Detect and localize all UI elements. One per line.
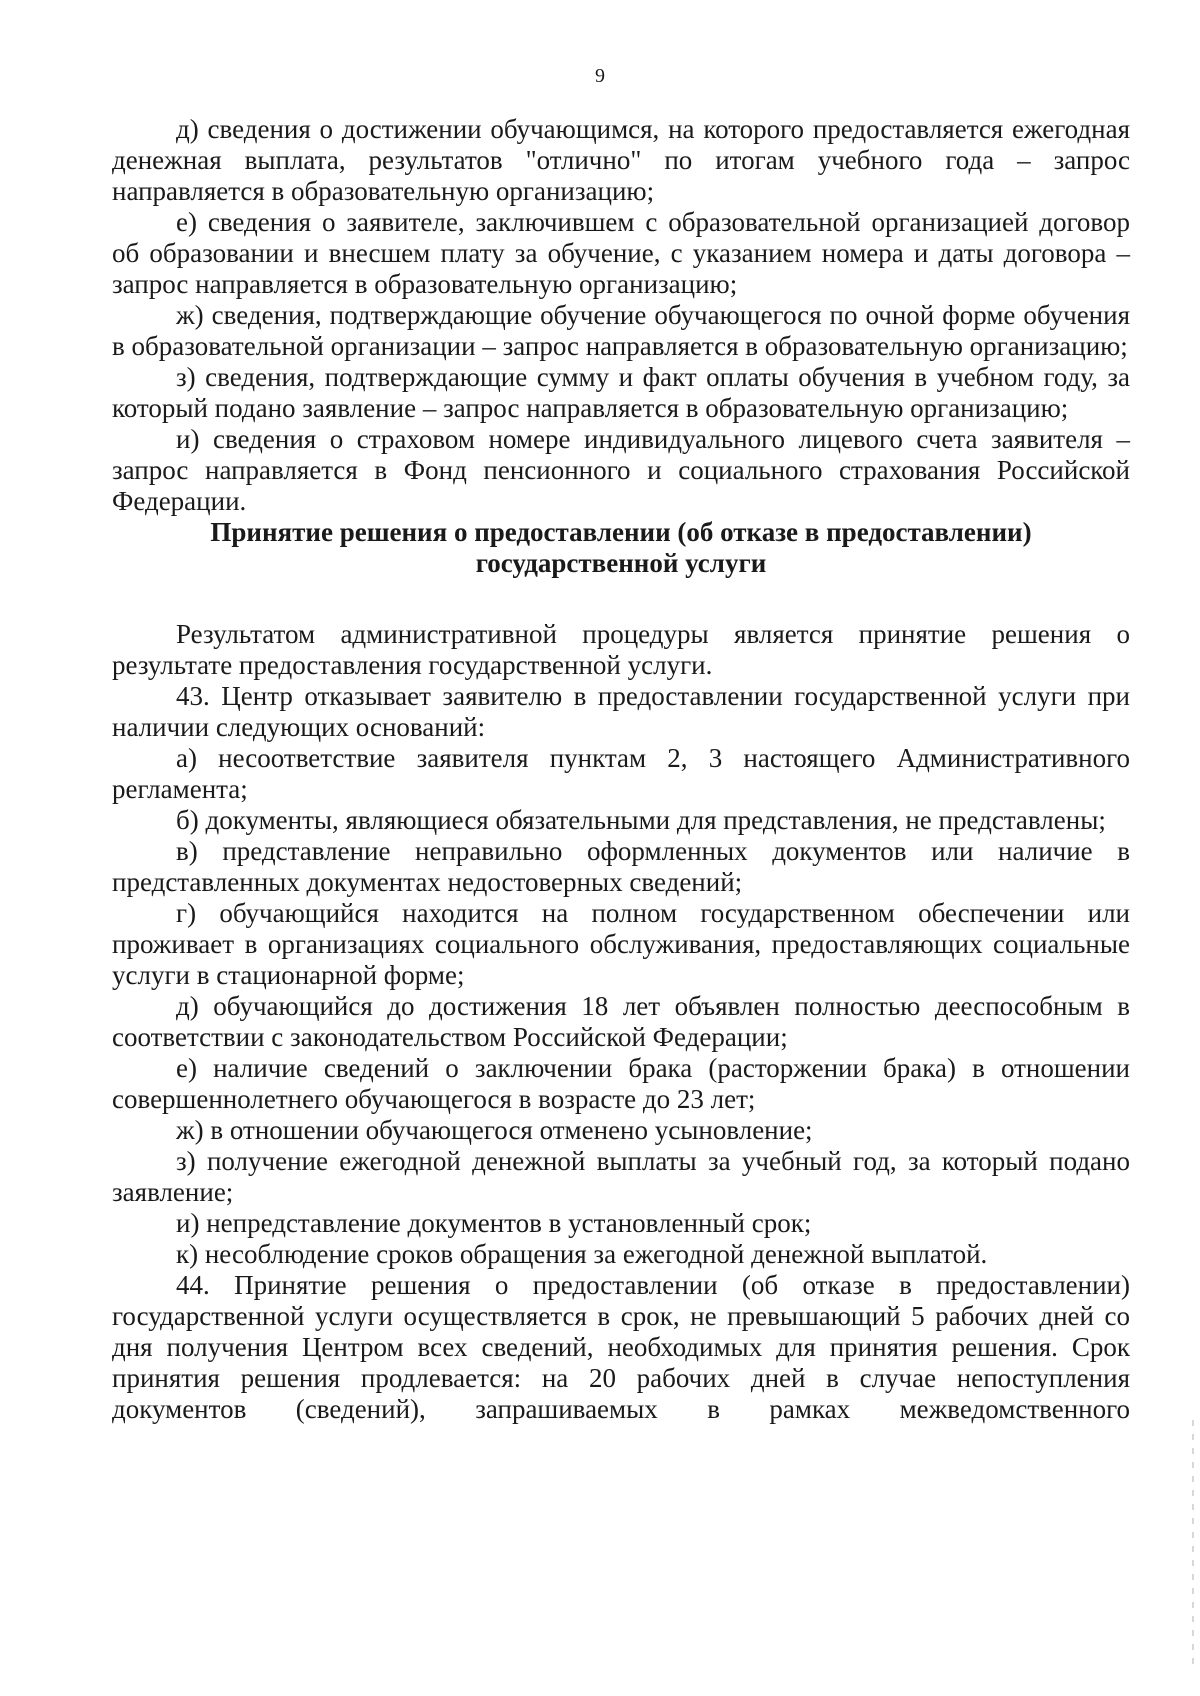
list-item-b: б) документы, являющиеся обязательными для представления, не представлены; [176,805,1106,835]
list-item-a: а) несоответствие заявителя пунктам 2, 3 настоящего Административного регламента; [112,743,1130,804]
paragraph-item-i-request: и) сведения о страховом номере индивидуального лицевого счета заявителя – запрос направляется в Фонд пенсионного и социального страхования Российской Федерации. [112,424,1130,516]
paragraph-43-refusal-grounds: 43. Центр отказывает заявителю в предоставлении государственной услуги при наличии следующих оснований: [112,681,1130,742]
list-item-g: г) обучающийся находится на полном государственном обеспечении или проживает в организациях социального обслуживания, предоставляющих социальные услуги в стационарной форме; [112,898,1130,990]
paragraph-item-d-request: д) сведения о достижении обучающимся, на которого предоставляется ежегодная денежная выплата, результатов "отлично" по итогам учебного года – запрос направляется в образовательную организацию; [112,114,1130,206]
section-heading-line1: Принятие решения о предоставлении (об отказе в предоставлении) [210,517,1032,547]
paragraph-44-decision-term: 44. Принятие решения о предоставлении (об отказе в предоставлении) государственной услуги осуществляется в срок, не превышающий 5 рабочих дней со дня получения Центром всех сведений, необходимых для принятия решения. Срок принятия решения продлевается: на 20 рабочих дней в случае непоступления документов (сведений), запрашиваемых в рамках межведомственного [112,1270,1130,1424]
list-item-z: з) получение ежегодной денежной выплаты за учебный год, за который подано заявление; [112,1146,1130,1207]
document-body [112,114,1130,1425]
list-item-e: е) наличие сведений о заключении брака (расторжении брака) в отношении совершеннолетнего обучающегося в возрасте до 23 лет; [112,1053,1130,1114]
heading-spacer [112,579,1130,619]
list-item-v: в) представление неправильно оформленных документов или наличие в представленных документах недостоверных сведений; [112,836,1130,897]
scan-edge-mark [1192,1420,1194,1670]
paragraph-item-e-request: е) сведения о заявителе, заключившем с образовательной организацией договор об образовании и внесшем плату за обучение, с указанием номера и даты договора – запрос направляется в образовательную организацию; [112,207,1130,299]
list-item-i: и) непредставление документов в установленный срок; [176,1208,812,1238]
section-heading [112,517,1130,579]
paragraph-result-procedure: Результатом административной процедуры является принятие решения о результате предоставления государственной услуги. [112,619,1130,680]
list-item-k: к) несоблюдение сроков обращения за ежегодной денежной выплатой. [176,1239,988,1269]
paragraph-item-z-request: з) сведения, подтверждающие сумму и факт оплаты обучения в учебном году, за который подано заявление – запрос направляется в образовательную организацию; [112,362,1130,423]
section-heading-line2: государственной услуги [475,548,767,578]
page-number: 9 [595,65,605,87]
list-item-d: д) обучающийся до достижения 18 лет объявлен полностью дееспособным в соответствии с законодательством Российской Федерации; [112,991,1130,1052]
paragraph-item-zh-request: ж) сведения, подтверждающие обучение обучающегося по очной форме обучения в образовательной организации – запрос направляется в образовательную организацию; [112,300,1130,361]
list-item-zh: ж) в отношении обучающегося отменено усыновление; [176,1115,813,1145]
